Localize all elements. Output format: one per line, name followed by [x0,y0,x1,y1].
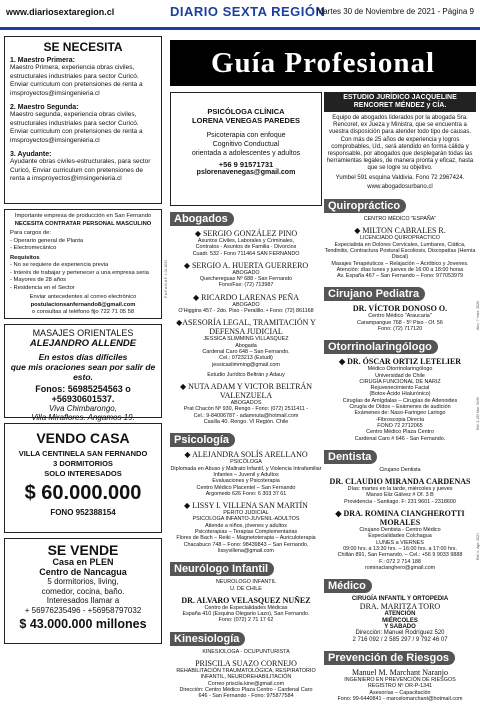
entry-line: Evaluaciones y Psicoterapia [212,478,280,485]
medico-day: MIÉRCOLES [382,617,418,624]
riesgos-line: REGISTRO Nº OR-P-1341 [367,683,433,690]
entry-line: Contratos - Asuntos de Familia - Divorcios [195,244,297,251]
vendo-casa-ad [4,423,162,533]
guia-profesional-banner: Guía Profesional [170,40,476,86]
classifieds-column [4,36,162,649]
job-text: Ayudante obras civiles-estructurales, para sector Curicó, Enviar curriculum con pretensiones de renta a imsproyectos@imsingenieria.cl [10,158,151,182]
entry-line: 09:00 hrs. a 13:30 hrs. – 16:00 hrs. a 17:00 hrs. [343,545,457,552]
masajes-name: ALEJANDRO ALLENDE [29,338,137,349]
vendo-casa-line: 3 DORMITORIOS [53,459,113,468]
entry-line: Días: martes en la tarde, miércoles y jueves [347,486,453,493]
directory-entry [170,579,322,592]
category-neurologo: Neurólogo Infantil [170,562,274,576]
masajes-address: Villa Miraflores. Angamos 19. [31,413,135,422]
job-title: 3. Ayudante: [10,151,52,158]
entry-line: Cirujano Dentista [379,466,421,473]
abogados-list [170,229,322,425]
se-vende-line: Centro de Nancagua [39,566,127,577]
entry-line: Flores de Bach – Reiki – Magnetoterapia – Auriculoterapia [176,535,316,542]
empresa-email[interactable]: postulacionsanfernando8@gmail.com [30,301,136,308]
entry-name: ◆ RICARDO LARENAS PEÑA [193,292,299,302]
category-abogados: Abogados [170,212,234,226]
entry-line: NEUROLOGO INFANTIL [215,579,277,586]
riesgos-name: Manuel M. Marchant Naranjo [352,667,448,677]
entry-line: Atiende a niños, jóvenes y adultos [205,522,287,529]
entry-line: Especialista en Dolores Cervicales, Lumbares, Ciática, [334,241,466,248]
send-instructions: Enviar antecedentes al correo electrónico [29,294,137,300]
entry-name: DR. VÍCTOR DONOSO O. [352,304,448,314]
category-quiropractico: Quiropráctico [324,199,406,213]
psico-title: PSICÓLOGA CLÍNICA [207,107,285,116]
side-tag: P.A.F.A.N.A.F. 1.01.2021 [164,259,168,298]
estudio-juridico-web[interactable]: www.abogadosurbano.cl [367,183,433,190]
se-vende-line: Interesados llamar a [46,596,120,605]
job-title: 2. Maestro Segunda: [10,104,79,111]
directory-entry [170,501,322,554]
entry-name: ◆ SERGIO GONZÁLEZ PINO [194,229,298,238]
entry-line: Providencia - Santiago. F: 231 9601 - 2318600 [344,498,456,505]
entry-name: PRISCILA SUAZO CORNEJO [195,658,297,668]
entry-name: ◆ ALEJANDRA SOLÍS ARELLANO [184,450,308,460]
medico-entry [324,596,476,643]
entry-line: Rejuvenecimiento Facial [370,385,430,392]
entry-line: Centro Médico Plaza Centro [366,429,434,436]
directory-entry [324,226,476,279]
empresa-ad [4,209,162,319]
requirement-item: - Mayores de 28 años [10,277,67,283]
kinesiologia-list [170,649,322,700]
entry-line: Exámenes de: Naso-Faringeo Laringo [354,410,446,417]
entry-line: Cel.: 9-84006787 - adamnuta@hotmail.com [193,412,299,419]
masajes-line: En estos días difíciles [38,352,128,362]
job-text: Maestro Primera, experiencia obras civiles, estructurales industriales para sector Curicó. Enviar curriculum con pretensiones de renta a imsproyectos@imsingenieria.cl [10,64,143,97]
entry-line: Chacabuco 748 – Fono: 98439843 – San Fernando. [183,541,309,548]
directory-entry [170,450,322,497]
vendo-casa-line: SOLO INTERESADOS [44,469,122,478]
directory-entry [324,509,476,571]
entry-line: Cirujano Dentista - Centro Médico [359,527,441,534]
estudio-juridico-contact: Yumbel 591 esquina Valdivia. Fono 72 2967424. [335,174,465,181]
job-text: Maestro segunda, experiencia obras civiles, estructurales industriales para sector Curicó. Enviar curriculum con pretensiones de renta a imsproyectos@imsingenieria.cl [10,111,143,144]
entry-line: REHABILITACIÓN TRAUMATOLÓGICA, RESPIRATORIO INFANTIL, NEUROREHABILITACIÓN [176,667,316,681]
estudio-juridico-text: Equipo de abogados liderados por la abogada Sra. Rencoret, ex Jueza y Ministra, que se encuentra a vuestra disposición para atender todo tipo de causas. Con más de 25 años de experiencia y logros comprobables, Ud., será atendido en forma cálida y responsable, por abogados que desplegarán todas las herramientas legales, de manera pronta y eficaz, hasta que se logre su objetivo. [326,115,474,172]
entry-line: Cel.: 0723213 (Estudi) [219,355,273,362]
entry-line: Dirección: Centro Médico Plaza Centro - Cardenal Caro [179,686,313,693]
entry-line: Chillán 891, San Fernando. – Cel.: +56 9 9033 9888 [337,552,463,559]
entry-line: LUNES a VIERNES [376,539,424,546]
medico-day: Y SABADO [384,624,416,631]
vendo-casa-phone: FONO 952388154 [50,508,116,517]
side-tag: Ref: n. Ago: 2021 [476,532,480,560]
entry-line: Quechereguas Nº 688 - San Fernando [199,276,293,283]
category-otorrino: Otorrinolaringólogo [324,340,438,354]
entry-line: (Botox-Ácido Hialurónico) [369,391,431,398]
directory-entry [170,229,322,257]
entry-name: DR. ALVARO VELASQUEZ NUÑEZ [181,595,311,605]
entry-line: U. DE CHILE [230,585,262,592]
entry-line: Médico Otorrinolaringólogo [367,366,433,373]
category-medico: Médico [324,579,372,593]
directory-entry [324,467,476,473]
directory-entry [324,216,476,222]
entry-name: ◆ MILTON CABRALES R. [354,226,446,236]
entry-line: rominacianghero@gmail.com [364,564,436,571]
entry-line: Tendinitis, Contractura Postural Escoliosis, Discopatías (Hernia Discal) [324,247,476,261]
side-tag: Ref: 4.150 Mar: 5049 [476,397,480,430]
medico-address: Dirección: Manuel Rodríguez 520 [355,630,445,637]
se-necesita-title: SE NECESITA [43,40,123,54]
se-vende-title: SE VENDE [47,542,119,558]
entry-line: CIRUGÍA FUNCIONAL DE NARIZ [359,378,441,385]
masajes-address: Viva Chimbarongo, [49,404,117,413]
psico-line: orientada a adolescentes y adultos [191,150,301,157]
entry-line: lissyvillena@gmail.com [218,547,274,554]
empresa-phone: o consultas al teléfono fijo 722 71 05 58 [31,309,135,315]
entry-line: Carampangue 768 - 5º Piso - Of. 56 [357,319,443,326]
entry-line: Universidad de Chile [375,372,425,379]
requirement-item: - Residencia en el Sector [10,284,75,291]
category-prevencion-riesgos: Prevención de Riesgos [324,651,455,665]
entry-line: Fono: (72) 717120 [377,326,423,332]
entry-line: ABOGADOS [230,400,262,407]
masajes-phones: Fonos: 56985254563 o +56930601537. [35,384,131,404]
position-item: - Operario general de Planta [10,237,84,244]
quiropractico-list [324,216,476,279]
entry-line: Cirugía de Oídos – Exámenes de audición [349,404,451,411]
cirujano-pediatra-list [324,304,476,332]
directory-entry [170,261,322,289]
entry-line: Centro Médico Placentel – San Fernando [196,484,296,491]
entry-line: Infantes – Juvenil y Adultos [213,471,279,478]
entry-line: Av. España 467 – San Fernando – Fono: 977053979 [337,273,463,280]
category-cirujano-pediatra: Cirujano Pediatra [324,287,425,301]
entry-line: Argomedo 626 Fono: 6 303 37 61 [205,490,287,497]
entry-line: Cuadr. 532 - Fono 711464 SAN FERNANDO [192,250,300,257]
positions-label: Para cargos de: [10,230,51,236]
directory-entry [324,304,476,332]
side-tag: Alex: 7 rines: 2020 [476,301,480,330]
entry-line: Abogada [235,342,257,349]
riesgos-line: Asesorías – Capacitación [369,689,431,696]
se-vende-ad [4,538,162,644]
entry-line: Cardenal Caro 648 – San Fernando. [202,348,290,355]
requirement-item: - Interés de trabajar y pertenecer a una empresa seria [10,269,149,276]
vendo-casa-line: VILLA CENTINELA SAN FERNANDO [18,449,148,458]
entry-line: PSICOLOGA INFANTO-JUVENIL-ADULTOS [192,516,300,523]
vendo-casa-price: $ 60.000.000 [24,482,142,504]
psico-email[interactable]: pslorenavenegas@gmail.com [196,169,296,176]
medico-title: CIRUGÍA INFANTIL Y ORTOPEDIA [351,596,449,603]
directory-entry [170,649,322,655]
category-dentista: Dentista [324,450,377,464]
psico-phone: +56 9 91571731 [218,160,274,169]
entry-name: ◆ DRA. ROMINA CIANGHEROTTI MORALES [335,509,465,528]
entry-line: Especialidades Colchagua [368,533,432,540]
entry-line: Atención: días lunes y jueves de 16:00 a 18:00 horas [336,266,464,273]
dentista-list [324,467,476,571]
entry-line: ABOGADO [232,301,260,308]
page-date: Martes 30 de Noviembre de 2021 - Página 9 [316,7,474,16]
category-kinesiologia: Kinesiología [170,632,245,646]
se-vende-line: Casa en PLEN [52,557,114,567]
otorrino-list [324,357,476,442]
psicologia-list [170,450,322,554]
directory-column-left [170,92,322,703]
entry-name: ◆ LISSY I. VILLENA SAN MARTÍN [184,501,308,511]
vendo-casa-title: VENDO CASA [36,430,130,446]
directory-entry [170,382,322,425]
directory-column-right [324,92,476,706]
requirement-item: - No se requiere de experiencia previa [10,262,109,268]
entry-line: Centro Médico "Araucaria" [368,313,432,320]
empresa-intro: Importante empresa de producción en San Fernando [14,213,152,219]
entry-line: F.: 072 2 714 188 [379,558,421,565]
entry-name: ◆ASESORÍA LEGAL, TRAMITACIÓN Y DEFENSA JUDICIAL [176,318,316,337]
entry-line: Casilla 40. Rengo. VI Región. Chile [203,419,289,426]
entry-line: Masajes Terapéuticos – Relajación – Acróbico y Jovenes. [331,260,469,267]
entry-line: Estudio Jurídico Beltrán y Adauy [207,371,285,378]
page-header [0,0,480,30]
entry-line: Asuntos Civiles, Laborales y Criminales, [197,238,295,244]
job-title: 1. Maestro Primera: [10,57,75,64]
entry-line: Diplomada en Abuso y Maltrato Infantil, y Violencia Intrafamiliar [170,465,322,472]
entry-line: Prat Chacón Nº 930, Rengo - Fono: (072) 2511411 - [183,406,309,413]
entry-line: O'Higgins 457 - 2do. Piso - Peralillo. • Fono: (72) 861168 [178,308,314,315]
entry-line: ABOGADO [232,269,260,276]
requirements-label: Requisitos [10,254,40,261]
psico-name: LORENA VENEGAS PAREDES [192,116,300,125]
entry-name: ◆ SERGIO A. HUERTA GUERRERO [183,260,309,270]
medico-name: DRA. MARITZA TORO [359,602,441,612]
psico-line: Psicoterapia con enfoque [206,132,286,139]
neurologo-list [170,579,322,623]
empresa-need: NECESITA CONTRATAR PERSONAL MASCULINO [14,220,152,227]
entry-line: LICENCIADO QUIROPRACTICO [360,235,440,242]
entry-line: jessicaslimming@gmail.com [212,361,280,368]
entry-name: ◆ DR. ÓSCAR ORTIZ LETELIER [338,357,462,367]
riesgos-line: Fono: 99-6440841 - marcelomarchant@hotmail.com [337,695,463,702]
category-psicologia: Psicología [170,433,235,447]
entry-line: Cirugías de Amígdalas – Cirugías de Adenoides [342,397,458,404]
entry-line: 646 - San Fernando - Fono: 975877584 [198,693,294,700]
entry-line: Centro de Especialidades Médicas [204,604,288,611]
entry-line: Cardenal Caro # 646 - San Fernando. [354,435,446,442]
entry-line: KINESIOLOGA - OCUPUNTURISTA [202,648,290,655]
se-vende-price: $ 43.000.000 millones [19,617,147,631]
entry-line: Fono/Fax: (72) 713987 [218,282,274,289]
directory-entry [170,318,322,367]
entry-line: FONO 72 2712065 [377,422,423,429]
se-necesita-ad [4,36,162,204]
masajes-title: MASAJES ORIENTALES [32,328,134,338]
entry-line: JESSICA SLIMMING VILLASQUEZ [203,336,289,343]
entry-line: España 410 (Esquina Olegario Lazo), San Fernando. [182,611,310,618]
masajes-ad [4,324,162,422]
newspaper-title: DIARIO SEXTA REGIÓN [170,4,326,19]
entry-line: Psicoterapias – Terapias Complementarias [194,529,298,536]
directory-entry [324,477,476,505]
masajes-line: que mis oraciones sean por salir de esto. [10,362,156,382]
entry-line: Fono: (072) 2 71 17 62 [218,617,274,624]
estudio-juridico-title: ESTUDIO JURÍDICO JACQUELINE RENCORET MÉNDEZ y CÍA. [324,92,476,112]
se-vende-line: + 56976235496 - +56958797032 [24,605,142,615]
entry-name: ◆ NUTA ADAM Y VICTOR BELTRÁN VALENZUELA [179,382,313,401]
directory-entry [170,596,322,624]
directory-entry [170,659,322,699]
directory-entry [170,372,322,378]
entry-name: DR. CLAUDIO MIRANDA CARDENAS [329,477,471,487]
psicologa-clinica-ad [170,92,322,206]
medico-phone: 2 716 092 / 2 585 297 / 9 792 46 07 [352,636,448,643]
se-vende-line: 5 dormitorios, living, [47,577,119,586]
entry-line: PSICÓLOGA [230,459,262,466]
riesgos-line: INGENIERO EN PREVENCIÓN DE RIESGOS [344,676,456,683]
entry-line: Manso Eliz Gálvez # Of. 3 B [366,492,434,499]
medico-day: ATENCIÓN [384,611,416,618]
directory-entry [170,293,322,315]
directory-entry [324,357,476,442]
position-item: - Electromecánico [10,245,57,251]
entry-line: PERITO JUDICIAL [223,510,269,517]
entry-line: Correo priscila.kine@gmail.com [207,680,285,687]
psico-line: Cognitivo Conductual [212,141,280,148]
se-vende-line: comedor, cocina, baño. [41,586,125,596]
riesgos-entry [324,668,476,702]
entry-line: CENTRO MÉDICO "ESPAÑA" [363,216,437,223]
site-url[interactable]: www.diariosextaregion.cl [6,7,115,17]
entry-line: -Fibroscopia Directa [375,416,425,423]
